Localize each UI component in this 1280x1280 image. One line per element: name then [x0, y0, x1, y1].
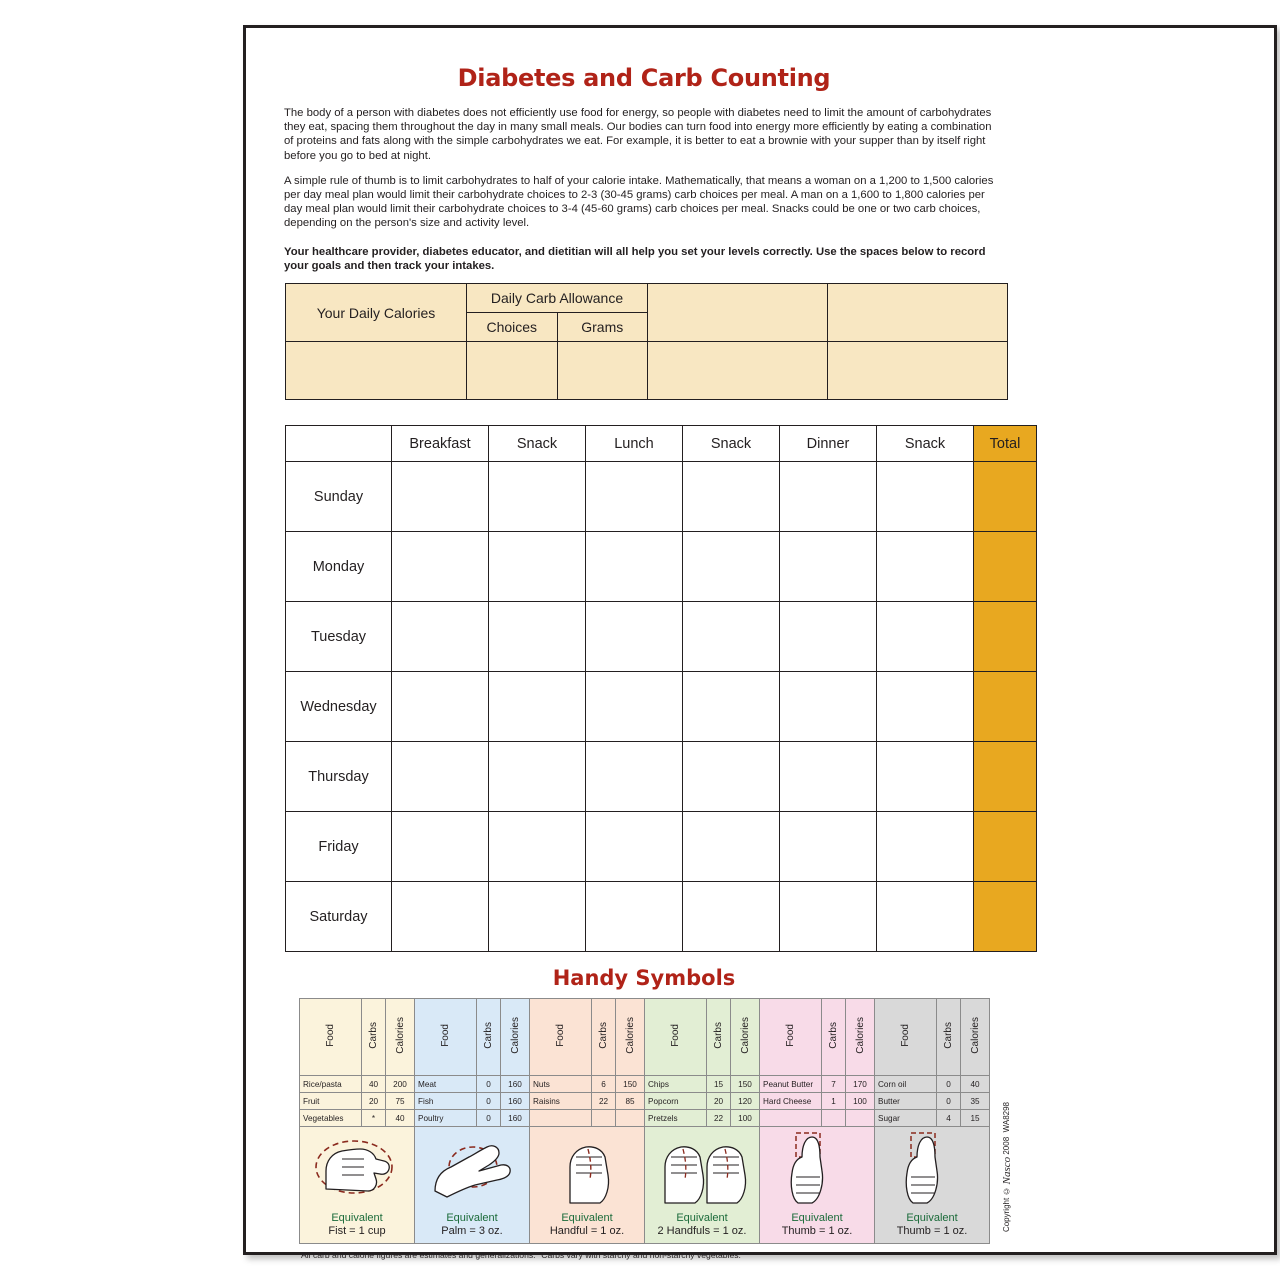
printable-worksheet-page: [243, 25, 1277, 1261]
cell-wednesday-lunch[interactable]: [586, 672, 683, 742]
cell-tuesday-dinner[interactable]: [780, 602, 877, 672]
cell-sunday-snack-3[interactable]: [877, 462, 974, 532]
carbs-g1-r1: 40: [362, 1076, 386, 1093]
header-food-6: Food: [875, 999, 937, 1076]
goals-entry-extra-2[interactable]: [828, 342, 1008, 400]
tracker-day-friday: Friday: [286, 812, 392, 882]
table-row: [286, 742, 1037, 812]
tracker-col-snack-2: Snack: [683, 426, 780, 462]
goals-entry-row: [286, 342, 1008, 400]
food-g6-r1: Corn oil: [875, 1076, 937, 1093]
tracker-col-total: Total: [974, 426, 1037, 462]
handful-hand-icon: [530, 1127, 644, 1209]
table-row: [286, 602, 1037, 672]
carbs-g4-r2: 20: [707, 1093, 731, 1110]
tracker-col-lunch: Lunch: [586, 426, 683, 462]
carbs-g6-r3: 4: [937, 1110, 961, 1127]
cell-tuesday-snack-3[interactable]: [877, 602, 974, 672]
cell-friday-snack-1[interactable]: [489, 812, 586, 882]
calories-g2-r1: 160: [501, 1076, 530, 1093]
calories-g1-r3: 40: [386, 1110, 415, 1127]
tracker-day-sunday: Sunday: [286, 462, 392, 532]
calories-g3-r3: [616, 1110, 645, 1127]
tracker-day-tuesday: Tuesday: [286, 602, 392, 672]
carbs-g2-r2: 0: [477, 1093, 501, 1110]
table-row: [300, 1093, 990, 1110]
caption-thumb-1: [760, 1209, 874, 1243]
food-g3-r1: Nuts: [530, 1076, 592, 1093]
cell-monday-lunch[interactable]: [586, 532, 683, 602]
cell-sunday-snack-1[interactable]: [489, 462, 586, 532]
calories-g1-r2: 75: [386, 1093, 415, 1110]
tracker-col-breakfast: Breakfast: [392, 426, 489, 462]
header-carbs-3: Carbs: [592, 999, 616, 1076]
calories-g1-r1: 200: [386, 1076, 415, 1093]
illustration-row: [300, 1127, 990, 1244]
daily-goals-table: [285, 283, 1008, 400]
calories-g3-r2: 85: [616, 1093, 645, 1110]
cell-tuesday-lunch[interactable]: [586, 602, 683, 672]
food-g6-r3: Sugar: [875, 1110, 937, 1127]
goals-entry-calories[interactable]: [286, 342, 467, 400]
cell-friday-total[interactable]: [974, 812, 1037, 882]
intro-paragraph-1: The body of a person with diabetes does not efficiently use food for energy, so people with diabetes need to limit the amount of carbohydrates they eat, spacing them throughout the day in many small meals. Our bodies can turn food into energy more efficiently by eating a combination of proteins and fats along with the simple carbohydrates we eat. For example, it is better to eat a brownie with your supper than by itself right before you go to bed at night.: [284, 107, 992, 162]
healthcare-provider-note: Your healthcare provider, diabetes educator, and dietitian will all help you set your levels correctly. Use the spaces below to record your goals and then track your intakes.: [284, 245, 986, 272]
caption-fist: [300, 1209, 414, 1243]
cell-thursday-snack-2[interactable]: [683, 742, 780, 812]
calories-g6-r1: 40: [961, 1076, 990, 1093]
carbs-g2-r3: 0: [477, 1110, 501, 1127]
table-row: [286, 672, 1037, 742]
header-carbs-6: Carbs: [937, 999, 961, 1076]
food-g2-r1: Meat: [415, 1076, 477, 1093]
cell-tuesday-breakfast[interactable]: [392, 602, 489, 672]
thumb-hand-icon: [875, 1127, 989, 1209]
caption-palm-line2: Palm = 3 oz.: [441, 1225, 503, 1238]
cell-friday-lunch[interactable]: [586, 812, 683, 882]
calories-g5-r1: 170: [846, 1076, 875, 1093]
symbols-header-row: [300, 999, 990, 1076]
caption-two-handfuls-line2: 2 Handfuls = 1 oz.: [657, 1225, 747, 1238]
cell-wednesday-total[interactable]: [974, 672, 1037, 742]
caption-palm: [415, 1209, 529, 1243]
caption-thumb-2-line1: Equivalent: [906, 1212, 958, 1225]
caption-handful: [530, 1209, 644, 1243]
caption-thumb-2: [875, 1209, 989, 1243]
calories-g6-r2: 35: [961, 1093, 990, 1110]
caption-thumb-2-line2: Thumb = 1 oz.: [896, 1225, 968, 1238]
choices-header: Choices: [467, 313, 558, 342]
daily-calories-header: Your Daily Calories: [286, 284, 467, 342]
caption-two-handfuls-line1: Equivalent: [676, 1212, 728, 1225]
calories-g4-r2: 120: [731, 1093, 760, 1110]
goals-header-row: [286, 284, 1008, 313]
header-carbs-2: Carbs: [477, 999, 501, 1076]
food-g4-r1: Chips: [645, 1076, 707, 1093]
calories-g4-r1: 150: [731, 1076, 760, 1093]
tracker-col-snack-1: Snack: [489, 426, 586, 462]
header-food-2: Food: [415, 999, 477, 1076]
table-row: [286, 462, 1037, 532]
food-g1-r2: Fruit: [300, 1093, 362, 1110]
tracker-header-row: [286, 426, 1037, 462]
weekly-carb-tracker-table: [285, 425, 1037, 952]
cell-saturday-breakfast[interactable]: [392, 882, 489, 952]
header-calories-5: Calories: [846, 999, 875, 1076]
calories-g2-r3: 160: [501, 1110, 530, 1127]
intro-paragraph-2: A simple rule of thumb is to limit carbohydrates to half of your calorie intake. Mathematically, that means a woman on a 1,200 to 1,500 calories per day meal plan would limit their carbohydrate choices to 2-3 (30-45 grams) carb choices per meal. A man on a 1,600 to 1,800 calories per day meal plan would limit their carbohydrate choices to 3-4 (45-60 grams) carb choices per meal. Snacks could be one or two carb choices, depending on the person's size and activity level.: [284, 174, 994, 230]
carbs-g4-r3: 22: [707, 1110, 731, 1127]
header-calories-1: Calories: [386, 999, 415, 1076]
carbs-g4-r1: 15: [707, 1076, 731, 1093]
table-row: [300, 1076, 990, 1093]
carbs-g6-r2: 0: [937, 1093, 961, 1110]
fist-hand-icon: [300, 1127, 414, 1209]
table-row: [300, 1110, 990, 1127]
cell-saturday-total[interactable]: [974, 882, 1037, 952]
header-carbs-5: Carbs: [822, 999, 846, 1076]
carbs-g3-r3: [592, 1110, 616, 1127]
calories-g3-r1: 150: [616, 1076, 645, 1093]
caption-two-handfuls: [645, 1209, 759, 1243]
calories-g4-r3: 100: [731, 1110, 760, 1127]
cell-saturday-dinner[interactable]: [780, 882, 877, 952]
cell-sunday-snack-2[interactable]: [683, 462, 780, 532]
carbs-g2-r1: 0: [477, 1076, 501, 1093]
caption-thumb-1-line1: Equivalent: [791, 1212, 843, 1225]
calories-g6-r3: 15: [961, 1110, 990, 1127]
cell-thursday-total[interactable]: [974, 742, 1037, 812]
handy-symbols-title: Handy Symbols: [552, 966, 736, 991]
food-g4-r3: Pretzels: [645, 1110, 707, 1127]
header-food-4: Food: [645, 999, 707, 1076]
cell-thursday-snack-1[interactable]: [489, 742, 586, 812]
cell-wednesday-snack-3[interactable]: [877, 672, 974, 742]
food-g5-r2: Hard Cheese: [760, 1093, 822, 1110]
calories-g5-r3: [846, 1110, 875, 1127]
caption-handful-line2: Handful = 1 oz.: [549, 1225, 625, 1238]
page-title: Diabetes and Carb Counting: [457, 64, 831, 92]
cell-tuesday-total[interactable]: [974, 602, 1037, 672]
goals-entry-choices[interactable]: [467, 342, 558, 400]
cell-thursday-lunch[interactable]: [586, 742, 683, 812]
two-handfuls-hand-icon: [645, 1127, 759, 1209]
carbs-g3-r2: 22: [592, 1093, 616, 1110]
tracker-day-saturday: Saturday: [286, 882, 392, 952]
illustration-cell-palm: [415, 1127, 530, 1244]
header-calories-4: Calories: [731, 999, 760, 1076]
cell-tuesday-snack-2[interactable]: [683, 602, 780, 672]
cell-wednesday-dinner[interactable]: [780, 672, 877, 742]
cell-saturday-snack-1[interactable]: [489, 882, 586, 952]
goals-empty-header-2: [828, 284, 1008, 342]
header-carbs-4: Carbs: [707, 999, 731, 1076]
food-g1-r3: Vegetables: [300, 1110, 362, 1127]
cell-sunday-breakfast[interactable]: [392, 462, 489, 532]
carbs-g5-r2: 1: [822, 1093, 846, 1110]
cell-saturday-lunch[interactable]: [586, 882, 683, 952]
food-g1-r1: Rice/pasta: [300, 1076, 362, 1093]
food-g2-r3: Poultry: [415, 1110, 477, 1127]
cell-monday-snack-1[interactable]: [489, 532, 586, 602]
cell-wednesday-snack-1[interactable]: [489, 672, 586, 742]
illustration-cell-two-handfuls: [645, 1127, 760, 1244]
header-calories-2: Calories: [501, 999, 530, 1076]
carbs-g6-r1: 0: [937, 1076, 961, 1093]
header-carbs-1: Carbs: [362, 999, 386, 1076]
cell-friday-dinner[interactable]: [780, 812, 877, 882]
cell-thursday-snack-3[interactable]: [877, 742, 974, 812]
table-row: [286, 812, 1037, 882]
calories-g5-r2: 100: [846, 1093, 875, 1110]
handy-symbols-section: [299, 998, 1013, 1261]
table-row: [286, 882, 1037, 952]
handy-symbols-table: [299, 998, 990, 1127]
food-g4-r2: Popcorn: [645, 1093, 707, 1110]
illustration-cell-thumb-1: [760, 1127, 875, 1244]
food-g3-r3: [530, 1110, 592, 1127]
footnote-text: All carb and calorie figures are estimates and generalizations. *Carbs vary with starchy and non-starchy vegetables.: [301, 1250, 741, 1261]
goals-entry-grams[interactable]: [557, 342, 648, 400]
goals-empty-header-1: [648, 284, 828, 342]
header-calories-6: Calories: [961, 999, 990, 1076]
calories-g2-r2: 160: [501, 1093, 530, 1110]
cell-monday-snack-3[interactable]: [877, 532, 974, 602]
carbs-g1-r3: *: [362, 1110, 386, 1127]
illustration-cell-thumb-2: [875, 1127, 990, 1244]
carbs-g1-r2: 20: [362, 1093, 386, 1110]
header-food-5: Food: [760, 999, 822, 1076]
header-food-1: Food: [300, 999, 362, 1076]
food-g5-r1: Peanut Butter: [760, 1076, 822, 1093]
table-row: [286, 532, 1037, 602]
carb-allowance-header: Daily Carb Allowance: [467, 284, 648, 313]
cell-friday-snack-2[interactable]: [683, 812, 780, 882]
cell-thursday-breakfast[interactable]: [392, 742, 489, 812]
caption-fist-line1: Equivalent: [331, 1212, 383, 1225]
cell-friday-snack-3[interactable]: [877, 812, 974, 882]
header-food-3: Food: [530, 999, 592, 1076]
cell-monday-breakfast[interactable]: [392, 532, 489, 602]
tracker-day-wednesday: Wednesday: [286, 672, 392, 742]
page-content: [284, 50, 1021, 1261]
caption-fist-line2: Fist = 1 cup: [328, 1225, 386, 1238]
cell-sunday-total[interactable]: [974, 462, 1037, 532]
carbs-g5-r3: [822, 1110, 846, 1127]
illustration-cell-handful: [530, 1127, 645, 1244]
cell-saturday-snack-3[interactable]: [877, 882, 974, 952]
tracker-day-monday: Monday: [286, 532, 392, 602]
caption-thumb-1-line2: Thumb = 1 oz.: [781, 1225, 853, 1238]
cell-wednesday-snack-2[interactable]: [683, 672, 780, 742]
cell-sunday-dinner[interactable]: [780, 462, 877, 532]
tracker-col-dinner: Dinner: [780, 426, 877, 462]
carbs-g5-r1: 7: [822, 1076, 846, 1093]
food-g3-r2: Raisins: [530, 1093, 592, 1110]
tracker-col-snack-3: Snack: [877, 426, 974, 462]
grams-header: Grams: [557, 313, 648, 342]
carbs-g3-r1: 6: [592, 1076, 616, 1093]
tracker-corner-cell: [286, 426, 392, 462]
food-g6-r2: Butter: [875, 1093, 937, 1110]
cell-thursday-dinner[interactable]: [780, 742, 877, 812]
cell-friday-breakfast[interactable]: [392, 812, 489, 882]
food-g2-r2: Fish: [415, 1093, 477, 1110]
header-calories-3: Calories: [616, 999, 645, 1076]
cell-monday-dinner[interactable]: [780, 532, 877, 602]
cell-wednesday-breakfast[interactable]: [392, 672, 489, 742]
cell-monday-total[interactable]: [974, 532, 1037, 602]
tracker-day-thursday: Thursday: [286, 742, 392, 812]
illustration-cell-fist: [300, 1127, 415, 1244]
cell-saturday-snack-2[interactable]: [683, 882, 780, 952]
cell-sunday-lunch[interactable]: [586, 462, 683, 532]
hand-measure-illustrations: [299, 1126, 990, 1244]
caption-handful-line1: Equivalent: [561, 1212, 613, 1225]
goals-entry-extra-1[interactable]: [648, 342, 828, 400]
caption-palm-line1: Equivalent: [446, 1212, 498, 1225]
palm-hand-icon: [415, 1127, 529, 1209]
food-g5-r3: [760, 1110, 822, 1127]
copyright-notice: Copyright © Nasco 2008 WA8298: [1001, 1101, 1013, 1233]
cell-tuesday-snack-1[interactable]: [489, 602, 586, 672]
cell-monday-snack-2[interactable]: [683, 532, 780, 602]
thumb-hand-icon: [760, 1127, 874, 1209]
